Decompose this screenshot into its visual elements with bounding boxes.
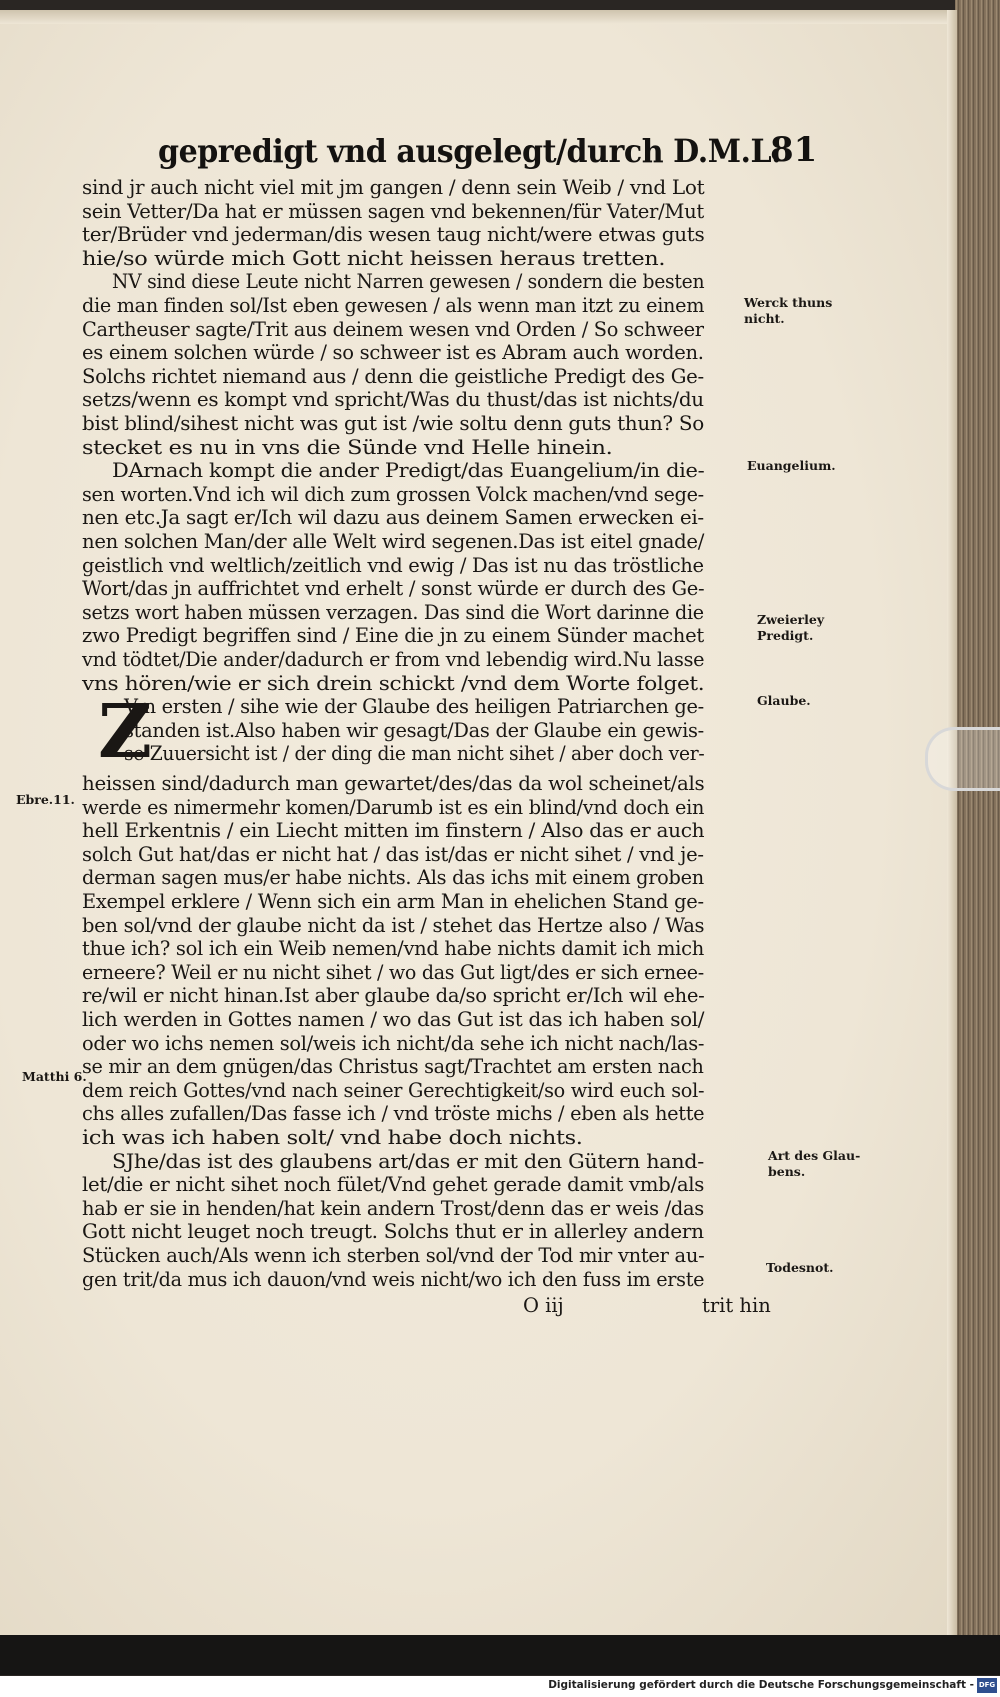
text-line: nen solchen Man/der alle Welt wird segenen.Das ist eitel gnade/ xyxy=(82,530,705,553)
running-title: gepredigt vnd ausgelegt/durch D.M.L. xyxy=(158,132,782,170)
text-line: hie/so würde mich Gott nicht heissen heraus tretten. xyxy=(82,246,666,270)
folio-number: 81 xyxy=(770,130,818,170)
footer-bar xyxy=(0,1676,1000,1697)
text-line: stecket es nu in vns die Sünde vnd Helle hinein. xyxy=(82,435,613,459)
text-line: oder wo ichs nemen sol/weis ich nicht/da sehe ich nicht nach/las- xyxy=(82,1031,705,1055)
text-line: derman sagen mus/er habe nichts. Als das ichs mit einem groben xyxy=(82,866,704,890)
text-line: re/wil er nicht hinan.Ist aber glaube da/so spricht er/Ich wil ehe- xyxy=(82,984,705,1008)
text-line: Cartheuser sagte/Trit aus deinem wesen vnd Orden / So schweer xyxy=(82,317,704,341)
margin-note-ebre: Ebre.11. xyxy=(16,792,75,807)
text-line: chs alles zufallen/Das fasse ich / vnd tröste michs / eben als hette xyxy=(82,1102,705,1126)
text-line: SJhe/das ist des glaubens art/das er mit den Gütern hand- xyxy=(112,1149,704,1173)
scan-bottom-margin xyxy=(0,1635,1000,1675)
text-line: Gott nicht leuget noch treugt. Solchs thut er in allerley andern xyxy=(82,1220,704,1244)
margin-line: nicht. xyxy=(744,311,785,326)
text-line: se Zuuersicht ist / der ding die man nicht sihet / aber doch ver- xyxy=(124,742,705,766)
text-line: zwo Predigt begriffen sind / Eine die jn zu einem Sünder machet xyxy=(82,624,704,648)
dfg-logo: DFG xyxy=(977,1678,997,1693)
margin-line: Werck thuns xyxy=(744,295,833,310)
margin-line: bens. xyxy=(768,1164,806,1179)
margin-line: Predigt. xyxy=(757,628,814,643)
text-line: solch Gut hat/das er nicht hat / das ist/das er nicht sihet / vnd je- xyxy=(82,842,704,866)
text-line: setzs/wenn es kompt vnd spricht/Was du thust/das ist nichts/du xyxy=(82,388,704,412)
margin-note-werck xyxy=(744,295,832,327)
signature-mark: O iij xyxy=(523,1294,564,1317)
text-line: sen worten.Vnd ich wil dich zum grossen Volck machen/vnd sege- xyxy=(82,482,704,506)
margin-note-art-des-glaubens xyxy=(768,1148,860,1180)
text-line: Solchs richtet niemand aus / denn die geistliche Predigt des Ge- xyxy=(82,364,704,388)
text-line: erneere? Weil er nu nicht sihet / wo das Gut ligt/des er sich ernee- xyxy=(82,960,704,984)
margin-line: Zweierley xyxy=(757,612,825,627)
text-line: Stücken auch/Als wenn ich sterben sol/vnd der Tod mir vnter au- xyxy=(82,1244,705,1267)
text-line: ter/Brüder vnd jederman/dis wesen taug nicht/were etwas guts xyxy=(82,223,705,247)
text-line: lich werden in Gottes namen / wo das Gut ist das ich haben sol/ xyxy=(82,1008,705,1031)
text-line: geistlich vnd weltlich/zeitlich vnd ewig / Das ist nu das tröstliche xyxy=(82,553,704,577)
text-line: dem reich Gottes/vnd nach seiner Gerechtigkeit/so wird euch sol- xyxy=(82,1078,705,1102)
text-line: sein Vetter/Da hat er müssen sagen vnd bekennen/für Vater/Mut xyxy=(82,199,704,223)
margin-note-euangelium: Euangelium. xyxy=(747,458,836,473)
text-line: Vm ersten / sihe wie der Glaube des heiligen Patriarchen ge- xyxy=(124,695,704,719)
page-header xyxy=(158,130,818,178)
text-line: standen ist.Also haben wir gesagt/Das der Glaube ein gewis- xyxy=(124,718,704,742)
initial-letter: Z xyxy=(98,689,153,775)
page-right-curl xyxy=(947,10,957,1635)
text-line: werde es nimermehr komen/Darumb ist es ein blind/vnd doch ein xyxy=(82,795,705,819)
margin-note-glaube: Glaube. xyxy=(757,693,811,708)
text-line: heissen sind/dadurch man gewartet/des/das da wol scheinet/als xyxy=(82,772,705,795)
text-line: hab er sie in henden/hat kein andern Trost/denn das er weis /das xyxy=(82,1196,704,1220)
text-line: thue ich? sol ich ein Weib nemen/vnd habe nichts damit ich mich xyxy=(82,937,704,961)
text-line: vns hören/wie er sich drein schickt /vnd dem Worte folget. xyxy=(82,671,705,695)
text-line: setzs wort haben müssen verzagen. Das sind die Wort darinne die xyxy=(82,600,704,624)
margin-note-zweierley xyxy=(757,612,824,644)
text-line: die man finden sol/Ist eben gewesen / als wenn man itzt zu einem xyxy=(82,294,705,317)
text-line: gen trit/da mus ich dauon/vnd weis nicht/wo ich den fuss im erste xyxy=(82,1267,705,1291)
text-line: hell Erkentnis / ein Liecht mitten im finstern / Also das er auch xyxy=(82,819,705,843)
margin-note-todesnot: Todesnot. xyxy=(766,1260,834,1275)
margin-note-matthi: Matthi 6. xyxy=(22,1069,87,1084)
page-clip xyxy=(925,727,1000,791)
text-line: ich was ich haben solt/ vnd habe doch nichts. xyxy=(82,1126,583,1149)
text-line: es einem solchen würde / so schweer ist es Abram auch worden. xyxy=(82,341,704,365)
text-line: sind jr auch nicht viel mit jm gangen / denn sein Weib / vnd Lot xyxy=(82,176,705,199)
text-line: NV sind diese Leute nicht Narren gewesen / sondern die besten xyxy=(112,270,705,294)
text-line: se mir an dem gnügen/das Christus sagt/Trachtet am ersten nach xyxy=(82,1055,704,1079)
page-edges xyxy=(955,0,1000,1640)
text-line: Exempel erklere / Wenn sich ein arm Man in ehelichen Stand ge- xyxy=(82,890,704,913)
text-line: DArnach kompt die ander Predigt/das Euangelium/in die- xyxy=(112,459,705,483)
text-line: ben sol/vnd der glaube nicht da ist / stehet das Hertze also / Was xyxy=(82,913,705,937)
margin-line: Art des Glau- xyxy=(768,1148,861,1163)
footer-credit: Digitalisierung gefördert durch die Deutsche Forschungsgemeinschaft - xyxy=(548,1679,974,1691)
page-top-shadow xyxy=(0,10,957,24)
text-line: bist blind/sihest nicht was gut ist /wie soltu denn guts thun? So xyxy=(82,412,704,435)
text-line: let/die er nicht sihet noch fület/Vnd gehet gerade damit vmb/als xyxy=(82,1173,705,1197)
text-line: Wort/das jn auffrichtet vnd erhelt / sonst würde er durch des Ge- xyxy=(82,577,705,601)
catchword: trit hin xyxy=(702,1294,771,1317)
text-line: vnd tödtet/Die ander/dadurch er from vnd lebendig wird.Nu lasse xyxy=(82,648,705,671)
text-line: nen etc.Ja sagt er/Ich wil dazu aus deinem Samen erwecken ei- xyxy=(82,506,704,530)
